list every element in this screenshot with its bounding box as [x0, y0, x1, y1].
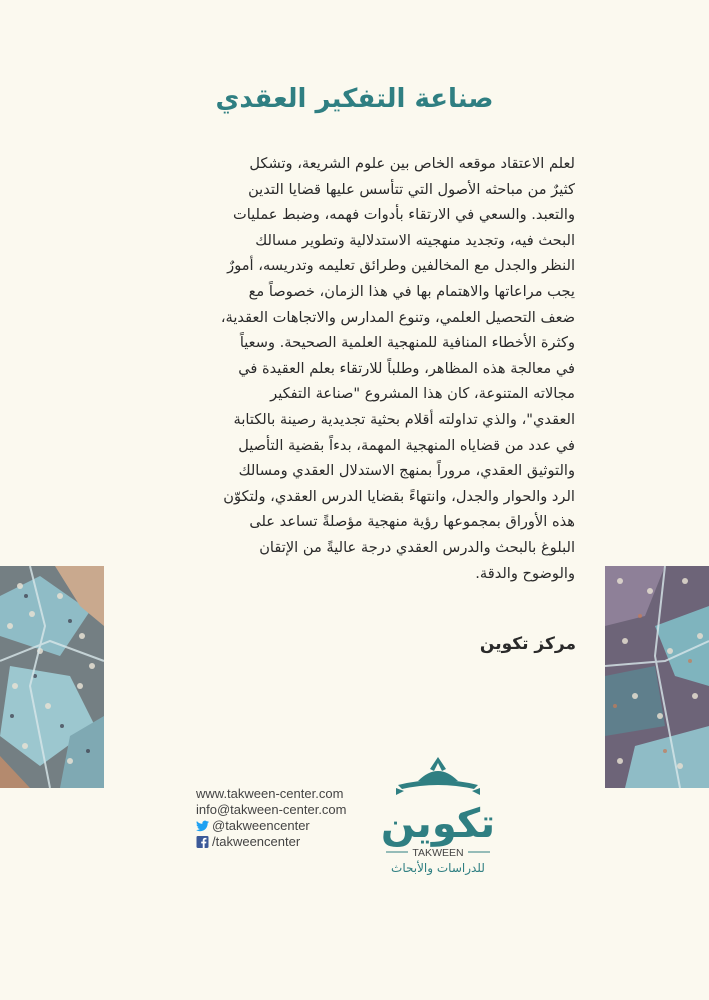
- body-line: البلوغ بالبحث والدرس العقدي درجة عاليةً من الإتقان: [259, 538, 575, 556]
- facebook-icon: [196, 836, 209, 848]
- logo-latin-name: TAKWEEN: [412, 847, 464, 859]
- logo-arabic-name: تكوين: [380, 801, 496, 847]
- body-line: هذه الأوراق بمجموعها رؤية منهجية مؤصلةً تساعد على: [249, 513, 575, 531]
- page-title: صناعة التفكير العقدي: [215, 84, 494, 114]
- twitter-link[interactable]: [196, 818, 347, 834]
- contact-info: [196, 786, 347, 850]
- takween-logo: [378, 755, 498, 895]
- signature: مركز تكوين: [479, 634, 576, 654]
- intro-paragraph: [133, 151, 575, 586]
- body-line: البحث فيه، وتجديد منهجيته الاستدلالية وتطوير مسالك: [255, 231, 575, 249]
- body-line: في عدد من قضاياه المنهجية المهمة، بدءاً بقضية التأصيل: [238, 436, 575, 454]
- body-line: ضعف التحصيل العلمي، وتنوع المدارس والاتجاهات العقدية،: [220, 308, 575, 326]
- body-line: النظر والجدل مع المخالفين وطرائق تعليمه وتدريسه، أمورٌ: [227, 257, 575, 275]
- facebook-link[interactable]: [196, 834, 347, 850]
- body-line: الرد والحوار والجدل، وانتهاءً بقضايا الدرس العقدي، ولتكوّن: [223, 487, 575, 505]
- body-line: والتعبد. والسعي في الارتقاء بأدوات فهمه، وضبط عمليات: [232, 206, 575, 224]
- body-line: العقدي"، والذي تداولته أقلام بحثية تجديدية رصينة بالكتابة: [233, 410, 575, 428]
- body-line: والوضوح والدقة.: [475, 564, 575, 582]
- website-text: www.takween-center.com: [196, 786, 344, 801]
- twitter-icon: [196, 820, 209, 832]
- logo-subtitle: للدراسات والأبحاث: [391, 861, 485, 875]
- twitter-handle: @takweencenter: [212, 818, 310, 833]
- email-text: info@takween-center.com: [196, 802, 347, 817]
- mosaic-tile-right: [605, 566, 709, 788]
- facebook-handle: /takweencenter: [212, 834, 301, 849]
- body-line: لعلم الاعتقاد موقعه الخاص بين علوم الشريعة، وتشكل: [249, 155, 575, 172]
- body-line: وكثرة الأخطاء المنافية للمنهجية العلمية الصحيحة. وسعياً: [239, 334, 575, 352]
- body-line: كثيرٌ من مباحثه الأصول التي تتأسس عليها قضايا التدين: [248, 180, 575, 198]
- body-line: يجب مراعاتها والاهتمام بها في هذا الزمان، خصوصاً مع: [248, 282, 575, 300]
- body-line: والتوثيق العقدي، مروراً بمنهج الاستدلال العقدي ومسالك: [238, 462, 575, 480]
- website-link[interactable]: [196, 786, 347, 802]
- logo-nib-icon: [430, 757, 446, 771]
- body-line: مجالاته المتنوعة، كان هذا المشروع "صناعة التفكير: [270, 385, 575, 403]
- email-link[interactable]: [196, 802, 347, 818]
- mosaic-tile-left: [0, 566, 104, 788]
- body-line: في معالجة هذه المظاهر، وطلباً للارتقاء بعلم العقيدة في: [238, 359, 575, 377]
